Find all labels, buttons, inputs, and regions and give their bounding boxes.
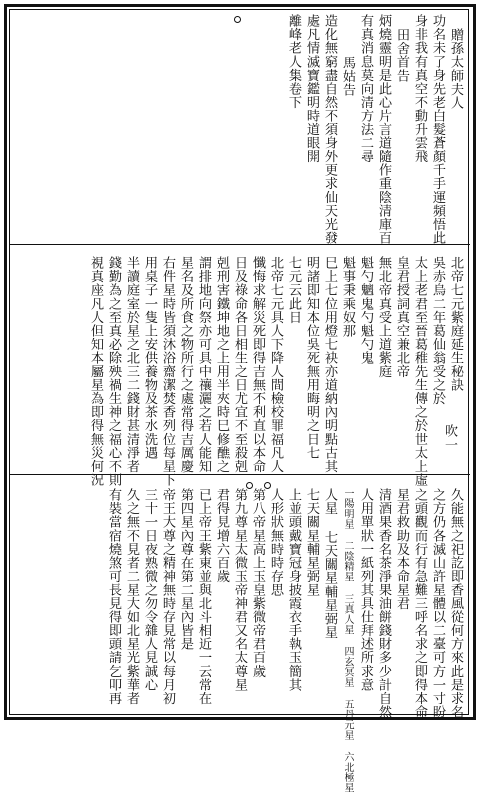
text-column: 造化無窮盡自然不須身外更求仙天光發: [322, 14, 337, 245]
text-column: 第八帝星高上玉皇紫微帝君百歲: [250, 488, 265, 678]
text-column: 星名及所食之物所行之處常得吉厲慶: [178, 256, 193, 473]
text-column: 馬姑告: [340, 56, 355, 97]
text-column: 君得見增六百歲: [214, 488, 229, 583]
text-column: 明諸即知本位吳死無用晦明之日七: [304, 256, 319, 460]
text-column: 無北帝真受上道紫庭: [376, 256, 391, 378]
text-column: 巳上七位用燈七袂亦道納內明點古其: [322, 256, 337, 473]
text-column: 人形狀無時時存思: [268, 488, 283, 597]
text-column: 之方仍各滅山許星體以二臺可方一寸盼: [430, 488, 445, 719]
text-column: 星君救助及本命星君: [394, 488, 409, 610]
text-column: 七元云此日: [286, 256, 301, 324]
text-column: 日及祿命各日相生之日尤宜不至殺剋: [232, 256, 247, 473]
text-column: 炳燒靈明是此心片言道隨作重陰清庫百: [376, 14, 391, 245]
text-column: 已上帝王紫東並與北斗相近一云常在: [196, 488, 211, 705]
text-column: 吳赤烏二年葛仙翁受之於: [430, 256, 445, 406]
text-column: 處凡情滅寶鑑明時道眼開: [304, 14, 319, 164]
section-divider-top: [10, 244, 470, 245]
text-column: 之頭觀而行有急難三呼名求之即得本命: [412, 488, 427, 719]
text-column: 視真座凡人但知本屬星為即得無災何況: [88, 256, 103, 487]
folio-number: 吹一: [442, 424, 457, 452]
text-column: 皇君授詞真空兼北帝: [394, 256, 409, 378]
text-column: 用桌子一隻上安供養物及茶水洗遇: [142, 256, 157, 460]
text-column: 魁事秉乘奴那: [340, 256, 355, 338]
text-column: 贈孫太師夫人: [448, 28, 463, 110]
text-column: 一陽明星 二陰精星 三真人星 四玄冥星 五丹元星 六北極星: [342, 488, 353, 793]
text-column: 上並頭戴寶冠身披霞衣手執玉簡其: [286, 488, 301, 692]
text-column: 人星 七天關星輔星弼星: [322, 488, 337, 639]
text-column: 第九尊星太微玉帝神君又名太尊星: [232, 488, 247, 692]
text-column: 久之無不見者二星大如北星光紫華者: [124, 488, 139, 705]
circle-marker-icon: [234, 16, 241, 23]
text-column: 第四星內尊在第二星內皆是: [178, 488, 193, 651]
text-column: 北帝七元具人下降人間檢校罪福凡人: [268, 256, 283, 473]
text-column: 懺悔求解災死即得吉無不利直以本命: [250, 256, 265, 473]
text-column: 謂排地向祭亦可具中禳灑之若人能知: [196, 256, 211, 473]
text-column: 北帝七元紫庭延生秘訣: [448, 256, 463, 392]
circle-marker-icon: [246, 482, 253, 489]
text-column: 魁勺魑鬼勺魁勺鬼: [358, 256, 373, 365]
text-column: 身非我有真空不動升雲飛: [412, 14, 427, 164]
section-divider-bottom: [10, 474, 470, 475]
text-column: 半讀庭室於星之北三二錢財甚清淨者: [124, 256, 139, 473]
text-column: 久能無之祀訖即香風從何方來此是求名: [448, 488, 463, 719]
text-column: 剋刑害鐵坤地之上用半夾時巳修醮之: [214, 256, 229, 473]
circle-marker-icon: [264, 482, 271, 489]
text-column: 七天關星輔星弼星: [304, 488, 319, 597]
text-column: 田舍首告: [394, 28, 409, 83]
text-column: 帝王大尊之精神無時存見常以每月初: [160, 488, 175, 705]
text-column: 有裝當宿燒煞可長見得即頭請乞叩再: [106, 488, 121, 705]
text-column: 三十一日夜熟微之勿令雜人見誠心: [142, 488, 157, 692]
text-column: 錢勤為之至真必除殃禍生神之福心不則: [106, 256, 121, 487]
text-column: 功名未了身先老白髮蒼顏千手運頻悟此: [430, 14, 445, 245]
text-column: 人用單狀一紙列其具仕拜述所求意: [358, 488, 373, 692]
text-column: 清酒果香名茶淨果油餅錢財多少計自然: [376, 488, 391, 719]
text-column: 有真消息莫向清方法二尋: [358, 14, 373, 164]
text-column: 離峰老人集卷下: [286, 14, 301, 109]
text-column: 右件星時皆須沐浴齋潔焚香列位每星下: [160, 256, 175, 487]
text-column: 太上老君至晉葛稚先生傳之於世太上虛: [412, 256, 427, 487]
